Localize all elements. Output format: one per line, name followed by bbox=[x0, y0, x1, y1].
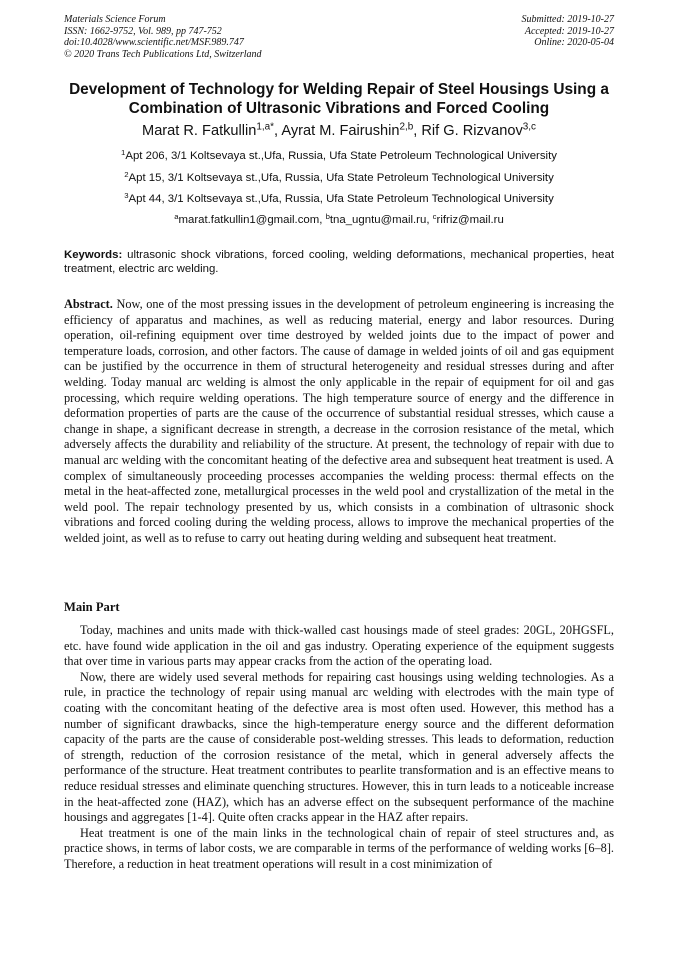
submitted-date: Submitted: 2019-10-27 bbox=[521, 14, 614, 25]
affiliation bbox=[40, 190, 638, 205]
affiliation bbox=[40, 147, 638, 162]
author-marker: 1,a* bbox=[256, 121, 275, 133]
email-address[interactable]: rifriz@mail.ru bbox=[436, 214, 504, 226]
affiliation-marker: 1 bbox=[121, 147, 126, 157]
email-marker: b bbox=[325, 211, 330, 221]
journal-copyright: © 2020 Trans Tech Publications Ltd, Switzerland bbox=[64, 48, 262, 60]
affiliation-marker: 2 bbox=[124, 169, 129, 179]
keywords-block bbox=[64, 249, 614, 276]
publication-dates bbox=[522, 14, 615, 49]
journal-issn: ISSN: 1662-9752, Vol. 989, pp 747-752 bbox=[64, 25, 222, 37]
body-paragraph: Today, machines and units made with thick-walled cast housings made of steel grades: 20GL, 20HGSFL, etc. have found wide application in the oil and gas industry. Operating experience of the equipment suggests that over time in various parts may appear cracks from the action of the operating load. bbox=[64, 623, 614, 669]
abstract-label: Abstract. bbox=[64, 297, 113, 311]
author-marker: 3,c bbox=[522, 121, 536, 133]
author-name: Rif G. Rizvanov bbox=[421, 123, 523, 139]
keywords-text: ultrasonic shock vibrations, forced cooling, welding deformations, mechanical properties, heat treatment, electric arc welding. bbox=[64, 249, 614, 275]
author-emails: $^a$marat.fatkullin1@gmail.com, $^b$tna_ugntu@mail.ru, $^c$rifriz@mail.ru bbox=[174, 211, 504, 226]
affiliation-text: Apt 206, 3/1 Koltsevaya st.,Ufa, Russia, Ufa State Petroleum Technological University bbox=[125, 150, 557, 162]
affiliation-marker: 3 bbox=[124, 190, 129, 200]
section-heading: Main Part bbox=[64, 600, 120, 614]
journal-doi: doi:10.4028/www.scientific.net/MSF.989.747 bbox=[64, 37, 244, 49]
body-paragraph: Heat treatment is one of the main links in the technological chain of repair of steel structures and, as practice shows, in terms of labor costs, we are comparable in terms of the performance of welding works [6–8]. Therefore, a reduction in heat treatment operations will result in a cost minimization of bbox=[64, 825, 614, 871]
keywords-label: Keywords: bbox=[64, 249, 123, 261]
online-date: Online: 2020-05-04 bbox=[534, 37, 614, 49]
body-paragraph: Now, there are widely used several methods for repairing cast housings using welding technologies. As a rule, in practice the technology of repair using manual arc welding with electrodes with the main type of coating with the concomitant heating of the defective area is most often used. However, this method has a number of significant drawbacks, since the high-temperature energy source and the different deformation capacity of the parts are the cause of considerable post-welding stresses. This leads to deformation, reduction of strength, reduction of the corrosion resistance of the metal, which in general adversely affects the performance of the structure. Heat treatment contributes to pearlite transformation and is an effective means to reduce residual stresses and eliminate quenching structures. However, this in turn leads to a noticeable increase in the heat-affected zone (HAZ), which has an adverse effect on the subsequent performance of the machine housings and aggregates [1-4]. Quite often cracks appear in the HAZ after repairs. bbox=[64, 669, 614, 825]
author-name: Ayrat M. Fairushin bbox=[281, 123, 400, 139]
email-address[interactable]: marat.fatkullin1@gmail.com bbox=[178, 214, 320, 226]
journal-info bbox=[64, 14, 262, 60]
abstract-text: Now, one of the most pressing issues in the development of petroleum engineering is increasing the efficiency of apparatus and machines, as well as reducing material, energy and labor resources. During operation, oil-refining equipment over time destroyed by welded joints due to the impact of power and temperature loads, corrosion, and other factors. The cause of damage in welded joints of oil and gas equipment can be justified by the occurrence in them of structural heterogeneity and residual stresses during and after welding. Today manual arc welding is almost the only applicable in the repair of equipment for oil and gas processing, which require welding operations. The high temperature source of energy and the difference in deformation properties of parts are the cause of the occurrence of substantial residual stresses, which cause a change in shape, a significant decrease in strength, a decrease in the corrosion resistance of the metal, which adversely affects the durability and reliability of the structure. At present, the technology of repair with due to manual arc welding with the concomitant heating of the defective area and subsequent heat treatment is used. A complex of simultaneously proceeding processes accompanies the welding process: thermal effects on the metal in the heat-affected zone, metallurgical processes in the weld pool and crystallization of the metal in the weld pool. The repair technology presented by us, which consists in a combination of ultrasonic shock vibrations and forced cooling during the welding process, allows to improve the mechanical properties of the welded joint, as well as to refuse to carry out heating during welding and subsequent heat treatment. bbox=[64, 297, 614, 545]
affiliation-text: Apt 15, 3/1 Koltsevaya st.,Ufa, Russia, Ufa State Petroleum Technological University bbox=[128, 172, 554, 184]
accepted-date: Accepted: 2019-10-27 bbox=[524, 25, 614, 37]
email-address[interactable]: tna_ugntu@mail.ru bbox=[329, 214, 427, 226]
journal-name: Materials Science Forum bbox=[64, 14, 166, 25]
abstract-block bbox=[64, 297, 614, 547]
email-marker: a bbox=[174, 211, 179, 221]
affiliation bbox=[40, 169, 638, 184]
main-part-body bbox=[64, 623, 614, 873]
author-marker: 2,b bbox=[399, 121, 414, 133]
affiliation-text: Apt 44, 3/1 Koltsevaya st.,Ufa, Russia, Ufa State Petroleum Technological University bbox=[128, 193, 554, 205]
paper-title: Development of Technology for Welding Repair of Steel Housings Using a Combination of Ultrasonic Vibrations and Forced Cooling bbox=[69, 81, 609, 117]
author-name: Marat R. Fatkullin bbox=[142, 123, 257, 139]
author-list: Marat R. Fatkullin$^{1,a*}$, Ayrat M. Fairushin$^{2,b}$, Rif G. Rizvanov$^{3,c}$ bbox=[142, 121, 536, 139]
email-marker: c bbox=[432, 211, 437, 221]
